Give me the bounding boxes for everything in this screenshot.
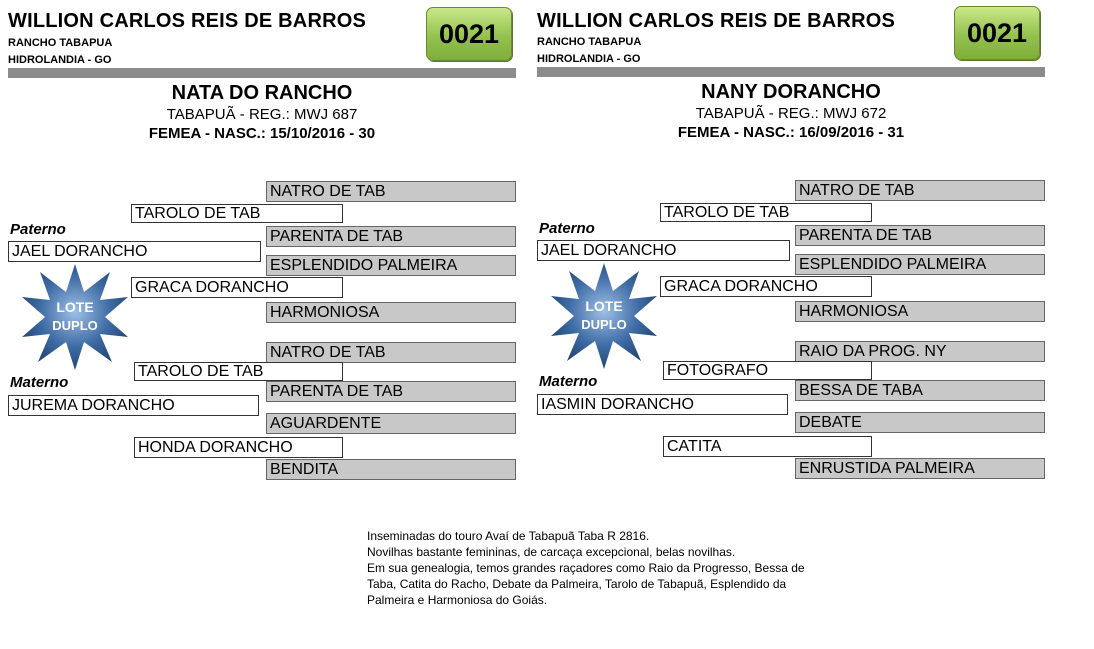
pedigree-dam-dam-sire: AGUARDENTE xyxy=(266,413,516,434)
note-line: Palmeira e Harmoniosa do Goiás. xyxy=(367,593,548,607)
sex-birth-date: FEMEA - NASC.: 16/09/2016 - 31 xyxy=(677,124,905,141)
ranch-location: HIDROLANDIA - GO xyxy=(537,53,641,65)
pedigree-sire-sire-sire: NATRO DE TAB xyxy=(266,181,516,202)
pedigree-sire-sire-sire: NATRO DE TAB xyxy=(795,180,1045,201)
note-line: Inseminadas do touro Avaí de Tabapuã Taba R 2816. xyxy=(367,529,650,543)
starburst-shape xyxy=(551,263,657,369)
pedigree-sire-dam: GRACA DORANCHO xyxy=(660,276,872,297)
owner-name: WILLION CARLOS REIS DE BARROS xyxy=(537,10,896,32)
note-line: Em sua genealogia, temos grandes raçadores como Raio da Progresso, Bessa de xyxy=(367,561,805,575)
pedigree-dam-dam-sire: DEBATE xyxy=(795,412,1045,433)
pedigree-sire: JAEL DORANCHO xyxy=(537,240,790,261)
pedigree-dam-dam: HONDA DORANCHO xyxy=(134,437,343,458)
catalog-panel-left xyxy=(8,0,520,500)
note-line: Novilhas bastante femininas, de carcaça excepcional, belas novilhas. xyxy=(367,545,736,559)
badge-duplo-text: DUPLO xyxy=(52,318,98,333)
maternal-label: Materno xyxy=(10,374,69,391)
lot-description xyxy=(367,528,867,608)
pedigree-sire-dam-sire: ESPLENDIDO PALMEIRA xyxy=(266,255,516,276)
pedigree-dam-sire-sire: NATRO DE TAB xyxy=(266,342,516,363)
ranch-name: RANCHO TABAPUA xyxy=(8,37,113,49)
pedigree-dam-sire-dam: BESSA DE TABA xyxy=(795,380,1045,401)
catalog-panel-right xyxy=(537,0,1049,500)
pedigree-dam: JUREMA DORANCHO xyxy=(8,395,259,416)
breed-registration: TABAPUÃ - REG.: MWJ 687 xyxy=(166,106,358,123)
ranch-name: RANCHO TABAPUA xyxy=(537,36,642,48)
badge-lote-text: LOTE xyxy=(56,299,94,315)
paternal-label: Paterno xyxy=(539,220,595,237)
lot-number-badge: 0021 xyxy=(426,7,512,61)
pedigree-sire: JAEL DORANCHO xyxy=(8,241,261,262)
header-rule xyxy=(8,68,516,78)
pedigree-sire-sire-dam: PARENTA DE TAB xyxy=(266,226,516,247)
pedigree-sire-sire: TAROLO DE TAB xyxy=(131,204,343,223)
sex-birth-date: FEMEA - NASC.: 15/10/2016 - 30 xyxy=(148,125,376,142)
pedigree-sire-sire: TAROLO DE TAB xyxy=(660,203,872,222)
pedigree-dam-dam-dam: BENDITA xyxy=(266,459,516,480)
pedigree-dam-sire-dam: PARENTA DE TAB xyxy=(266,381,516,402)
maternal-label: Materno xyxy=(539,373,598,390)
owner-name: WILLION CARLOS REIS DE BARROS xyxy=(8,10,367,32)
header-rule xyxy=(537,67,1045,77)
badge-lote-text: LOTE xyxy=(585,298,623,314)
pedigree-sire-dam: GRACA DORANCHO xyxy=(131,277,343,298)
ranch-location: HIDROLANDIA - GO xyxy=(8,54,112,66)
pedigree-dam: IASMIN DORANCHO xyxy=(537,394,788,415)
starburst-shape xyxy=(22,264,128,370)
animal-name: NANY DORANCHO xyxy=(701,81,881,103)
pedigree-dam-sire: FOTOGRAFO xyxy=(663,361,872,380)
pedigree-dam-sire: TAROLO DE TAB xyxy=(134,362,343,381)
note-line: Taba, Catita do Racho, Debate da Palmeira, Tarolo de Tabapuã, Esplendido da xyxy=(367,577,787,591)
pedigree-dam-dam-dam: ENRUSTIDA PALMEIRA xyxy=(795,458,1045,479)
pedigree-sire-dam-dam: HARMONIOSA xyxy=(795,301,1045,322)
animal-name: NATA DO RANCHO xyxy=(171,82,353,104)
lote-duplo-star-badge xyxy=(549,261,659,371)
badge-duplo-text: DUPLO xyxy=(581,317,627,332)
paternal-label: Paterno xyxy=(10,221,66,238)
pedigree-sire-sire-dam: PARENTA DE TAB xyxy=(795,225,1045,246)
pedigree-dam-dam: CATITA xyxy=(663,436,872,457)
pedigree-sire-dam-dam: HARMONIOSA xyxy=(266,302,516,323)
breed-registration: TABAPUÃ - REG.: MWJ 672 xyxy=(695,105,887,122)
pedigree-dam-sire-sire: RAIO DA PROG. NY xyxy=(795,341,1045,362)
lot-number-badge: 0021 xyxy=(954,6,1040,60)
pedigree-sire-dam-sire: ESPLENDIDO PALMEIRA xyxy=(795,254,1045,275)
lote-duplo-star-badge xyxy=(20,262,130,372)
